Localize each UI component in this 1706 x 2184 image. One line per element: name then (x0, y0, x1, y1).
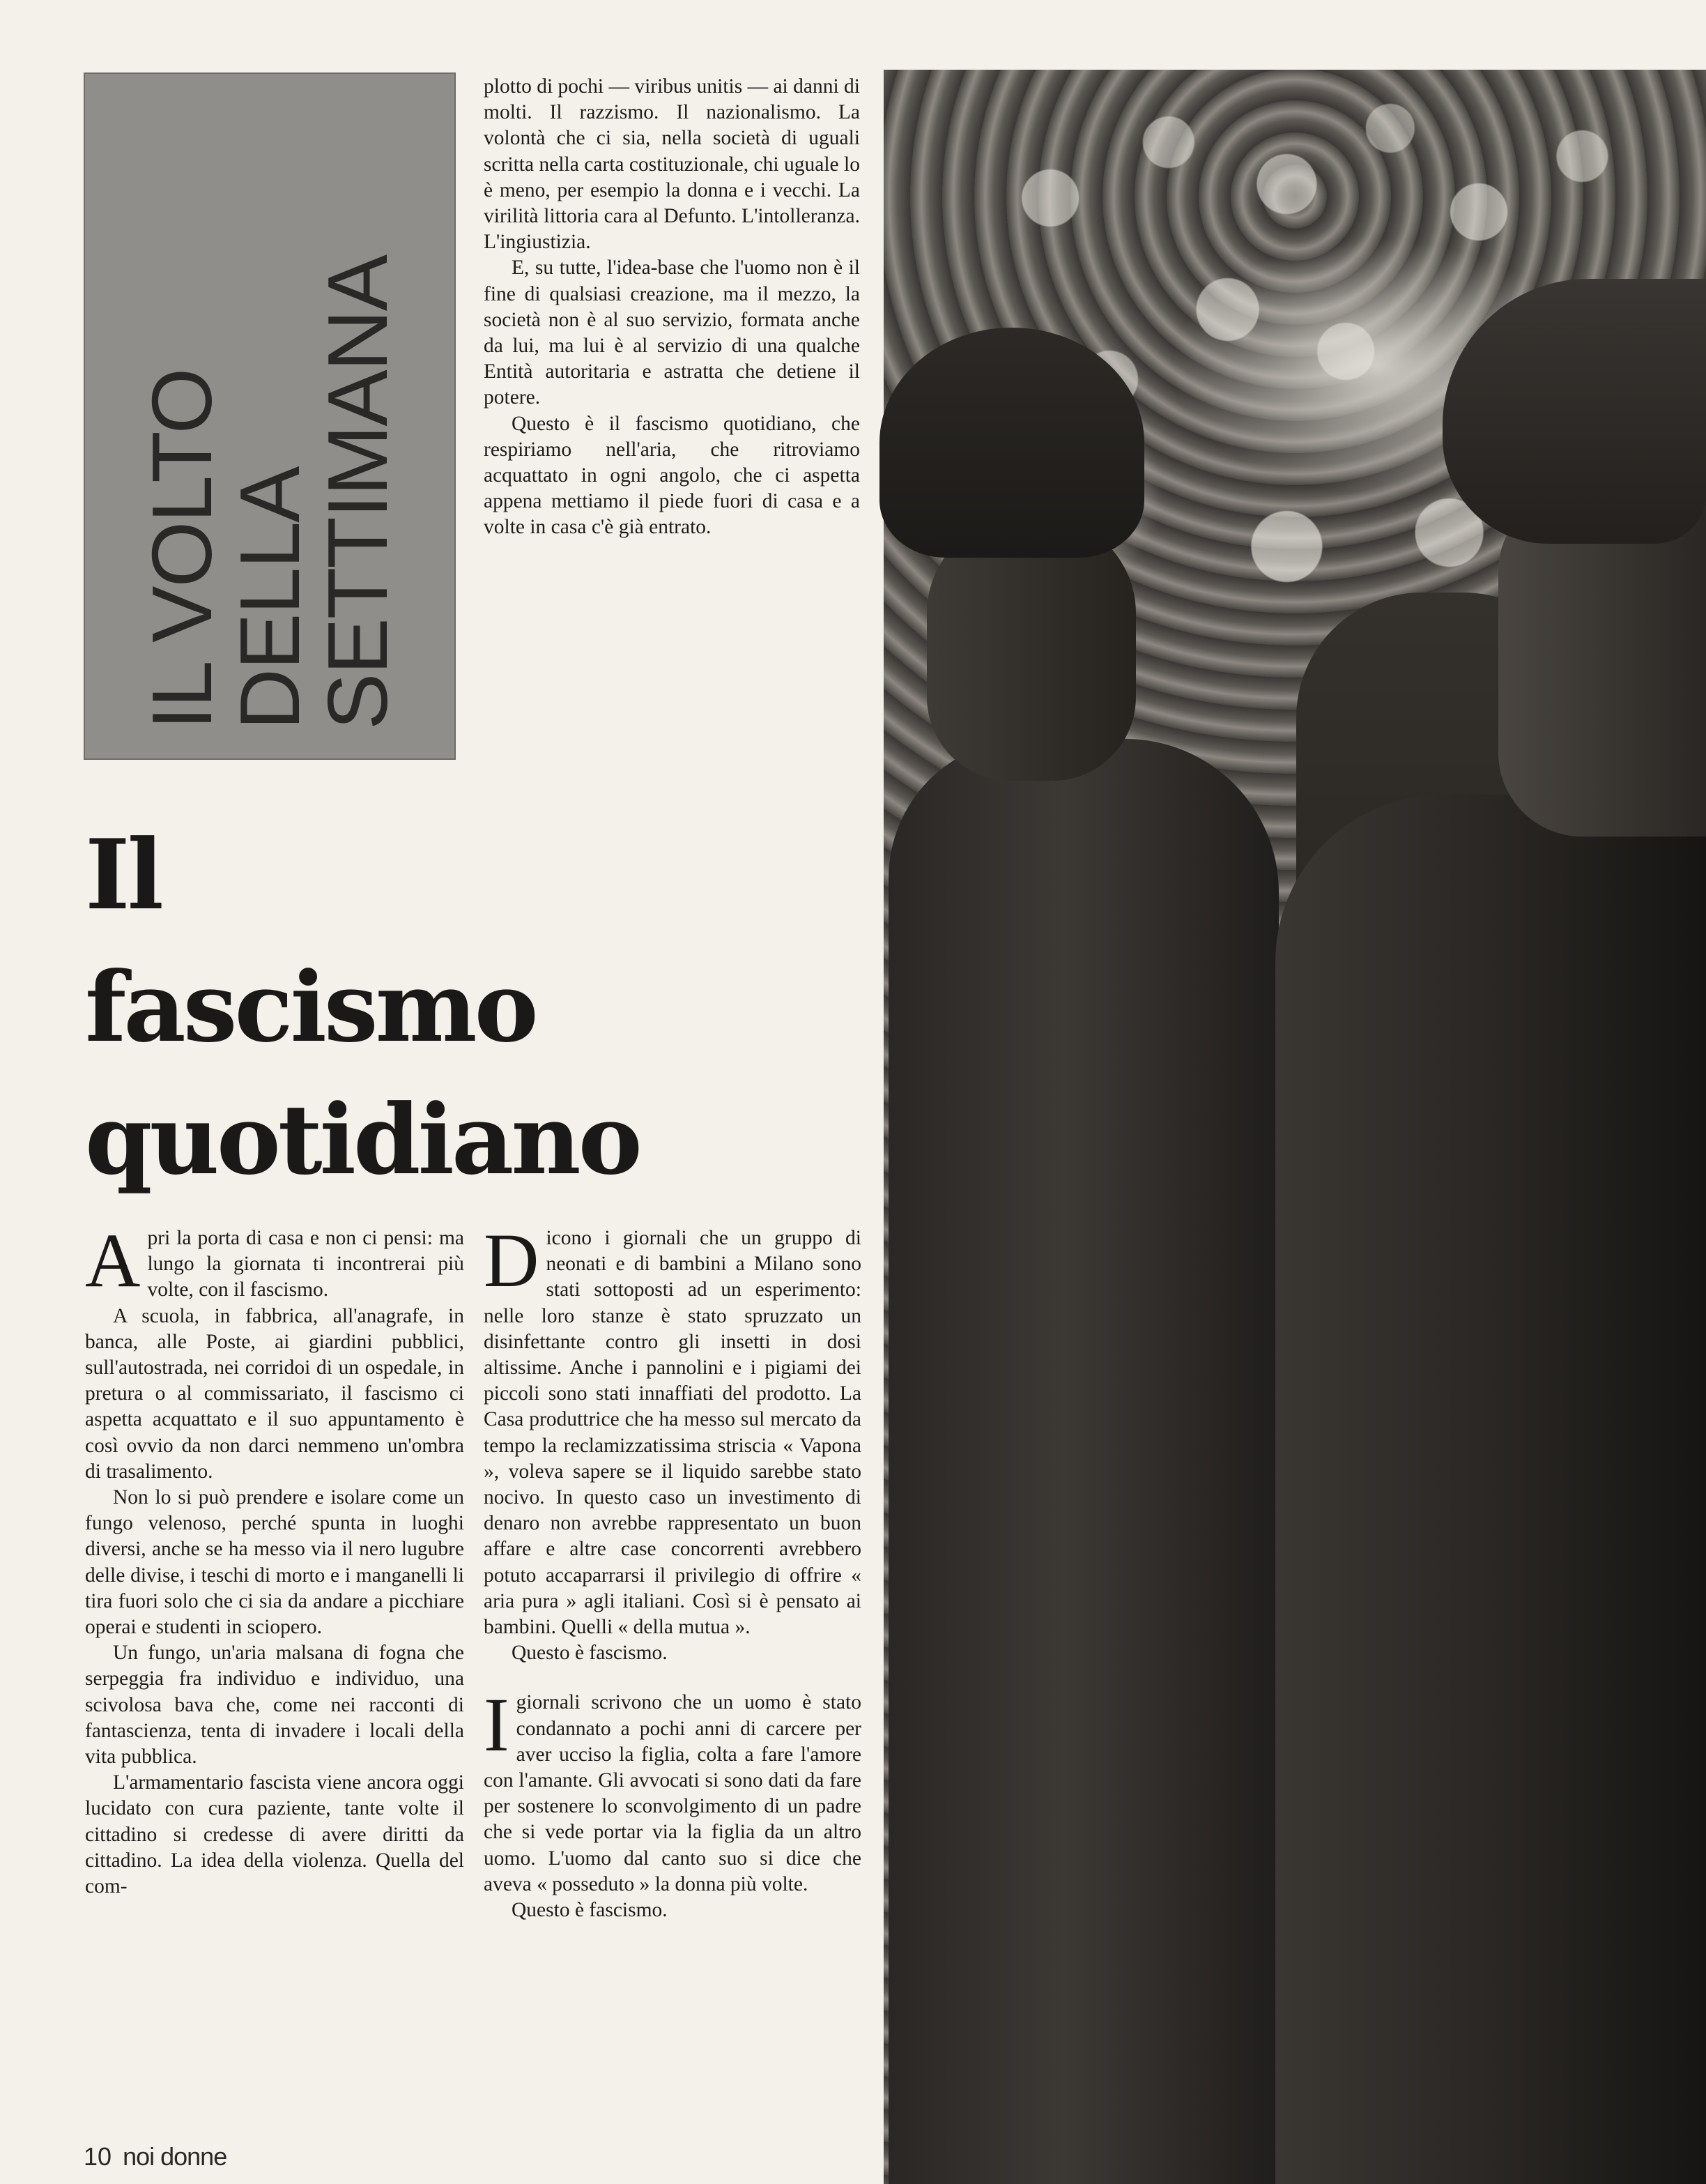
paragraph: Non lo si può prendere e isolare come un fungo velenoso, perché spunta in luoghi diversi, anche se ha messo via il nero lugubre delle divise, i teschi di morto e i manganelli li tira fuori solo che ci sia da andare a picchiare operai e studenti in sciopero. (85, 1486, 464, 1639)
left-column (85, 1218, 464, 1900)
lead-paragraph (484, 1682, 861, 1897)
section-title-line: SETTIMANA (310, 255, 405, 730)
closing-line: Questo è fascismo. (512, 1642, 668, 1665)
page-number: 10 (84, 2142, 112, 2171)
closing-line: Questo è fascismo. (512, 1899, 668, 1922)
paragraph: Questo è il fascismo quotidiano, che respiriamo nell'aria, che ritroviamo acquattato in ogni angolo, che ci aspetta appena mettiamo il piede fuori di casa e a volte in casa c'è già entrato. (484, 412, 860, 539)
top-column (484, 74, 860, 541)
headline-line: fascismo (85, 950, 536, 1064)
paragraph-text: icono i giornali che un gruppo di neonati e di bambini a Milano sono stati sottoposti ad un esperimento: nelle loro stanze è stato spruzzato un disinfettante contro gli insetti in dosi altissime. Anche i pannolini e i pigiami dei piccoli sono stati innaffiati del prodotto. La Casa produttrice che ha messo sul mercato da tempo la reclamizzatissima striscia « Vapona », voleva sapere se il liquido sarebbe stato nocivo. In questo caso un investimento di denaro non avrebbe rappresentato un buon affare e altre case concorrenti avrebbero potuto accaparrarsi il privilegio di offrire « aria pura » agli italiani. Così si è pensato ai bambini. Quelli « della mutua ». (484, 1227, 861, 1639)
section-box (84, 72, 456, 760)
section-title-line: IL VOLTO (135, 369, 229, 730)
headline-line: quotidiano (85, 1083, 640, 1196)
paragraph-text: giornali scrivono che un uomo è stato condannato a pochi anni di carcere per aver ucciso la figlia, colta a fare l'amore con l'amante. Gli avvocati si sono dati da fare per sostenere lo sconvolgimento di un padre che si vede portar via la figlia da un altro uomo. L'uomo dal canto suo si dice che aveva « posseduto » la donna più volte. (484, 1691, 861, 1895)
lead-paragraph (85, 1218, 464, 1304)
section-title (135, 102, 405, 730)
dropcap: D (484, 1218, 539, 1303)
paragraph: plotto di pochi — viribus unitis — ai danni di molti. Il razzismo. Il nazionalismo. La volontà che ci sia, nella società di uguali scritta nella carta costituzionale, chi uguale lo è meno, per esempio la donna e i vecchi. La virilità littoria cara al Defunto. L'intolleranza. L'ingiustizia. (484, 75, 860, 254)
paragraph-text: pri la porta di casa e non ci pensi: ma lungo la giornata ti incontrerai più volte, con il fascismo. (147, 1227, 464, 1301)
officer-left-cap (879, 328, 1144, 558)
lead-paragraph (484, 1218, 861, 1640)
page-footer (84, 2143, 226, 2171)
paragraph: L'armamentario fascista viene ancora oggi lucidato con cura paziente, tante volte il cittadino si credesse di avere diritti da cittadino. La idea della violenza. Quella del com- (85, 1771, 464, 1898)
magazine-name: noi donne (123, 2142, 227, 2171)
officer-right-body (1275, 795, 1706, 2184)
section-title-line: DELLA (222, 467, 317, 730)
headline-line: Il (85, 818, 161, 931)
dropcap: I (484, 1682, 509, 1768)
officer-left-body (889, 739, 1279, 2184)
page-title (85, 809, 640, 1206)
paragraph: Un fungo, un'aria malsana di fogna che serpeggia fra individuo e individuo, una scivolosa bava che, come nei racconti di fantascienza, tenta di invadere i locali della vita pubblica. (85, 1642, 464, 1769)
right-column (484, 1218, 861, 1923)
paragraph: E, su tutte, l'idea-base che l'uomo non è il fine di qualsiasi creazione, ma il mezzo, la società non è al suo servizio, formata anche da lui, ma lui è al servizio di una qualche Entità autoritaria e astratta che detiene il potere. (484, 257, 860, 409)
dropcap: A (85, 1218, 141, 1303)
paragraph: A scuola, in fabbrica, all'anagrafe, in banca, alle Poste, ai giardini pubblici, sull'autostrada, nei corridoi di un ospedale, in pretura o al commissariato, il fascismo ci aspetta acquattato e il suo appuntamento è così ovvio da non darci nemmeno un'ombra di trasalimento. (85, 1304, 464, 1483)
